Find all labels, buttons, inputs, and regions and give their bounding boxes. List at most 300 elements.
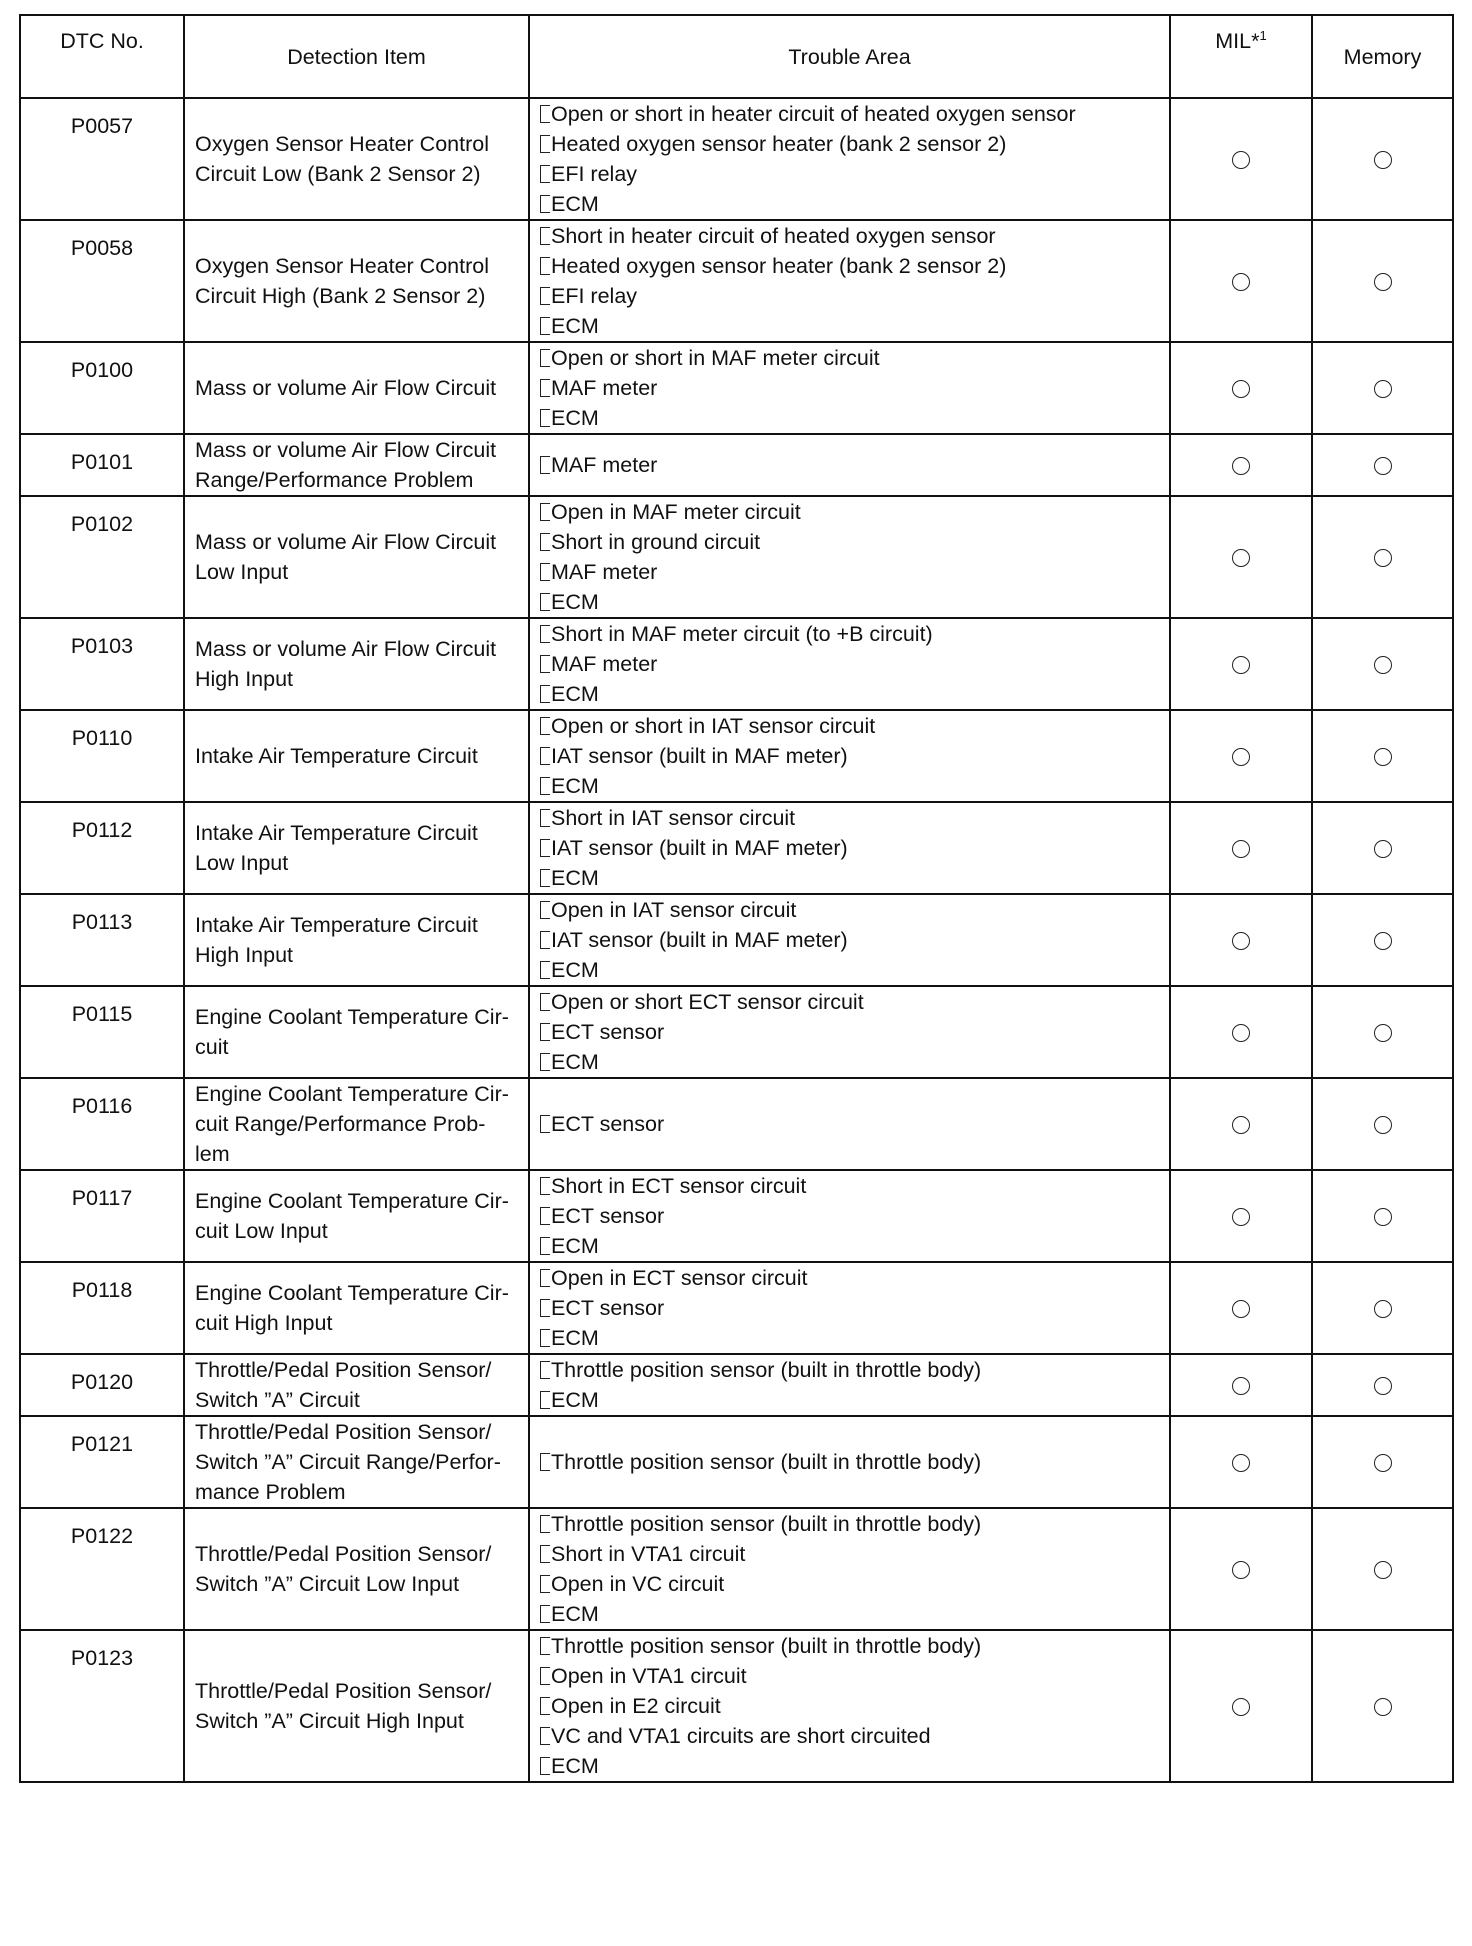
trouble-item-text: Open in VTA1 circuit (551, 1664, 747, 1688)
memory-cell (1312, 98, 1453, 220)
dtc-code: P0115 (20, 986, 184, 1078)
bullet-box-icon (540, 1207, 550, 1225)
trouble-item-text: Open in MAF meter circuit (551, 500, 801, 524)
trouble-item-text: Short in ground circuit (551, 530, 761, 554)
circle-icon (1232, 457, 1250, 475)
mil-footnote-mark: 1 (1259, 27, 1267, 43)
trouble-item-text: MAF meter (551, 453, 658, 477)
memory-cell (1312, 986, 1453, 1078)
trouble-item-text: Open or short ECT sensor circuit (551, 990, 864, 1014)
bullet-box-icon (540, 839, 550, 857)
bullet-box-icon (540, 257, 550, 275)
trouble-item-text: ECM (551, 192, 599, 216)
trouble-item-text: ECT sensor (551, 1112, 665, 1136)
dtc-code: P0057 (20, 98, 184, 220)
dtc-code: P0112 (20, 802, 184, 894)
bullet-box-icon (540, 1453, 550, 1471)
trouble-item-text: Throttle position sensor (built in throttle body) (551, 1512, 982, 1536)
mil-cell (1170, 894, 1312, 986)
trouble-item (540, 1539, 1169, 1569)
trouble-item (540, 711, 1169, 741)
bullet-box-icon (540, 747, 550, 765)
detection-item (184, 986, 529, 1078)
bullet-box-icon (540, 533, 550, 551)
trouble-item (540, 343, 1169, 373)
memory-cell (1312, 1630, 1453, 1782)
dtc-code: P0123 (20, 1630, 184, 1782)
trouble-item-text: ECT sensor (551, 1204, 665, 1228)
trouble-area (529, 1170, 1170, 1262)
circle-icon (1232, 549, 1250, 567)
trouble-item (540, 403, 1169, 433)
mil-cell (1170, 1262, 1312, 1354)
detection-line: Intake Air Temperature Circuit (195, 913, 478, 937)
bullet-box-icon (540, 931, 550, 949)
circle-icon (1232, 273, 1250, 291)
dtc-code: P0117 (20, 1170, 184, 1262)
bullet-box-icon (540, 1329, 550, 1347)
trouble-item (540, 159, 1169, 189)
detection-item (184, 496, 529, 618)
mil-cell (1170, 986, 1312, 1078)
detection-line: Oxygen Sensor Heater Control (195, 254, 489, 278)
detection-line: Mass or volume Air Flow Circuit (195, 438, 497, 462)
table-row (20, 496, 1453, 618)
bullet-box-icon (540, 105, 550, 123)
table-row (20, 1170, 1453, 1262)
memory-cell (1312, 496, 1453, 618)
bullet-box-icon (540, 1727, 550, 1745)
detection-line: lem (195, 1142, 230, 1166)
circle-icon (1374, 656, 1392, 674)
trouble-area (529, 1508, 1170, 1630)
bullet-box-icon (540, 1391, 550, 1409)
trouble-item-text: Open or short in MAF meter circuit (551, 346, 880, 370)
trouble-area (529, 618, 1170, 710)
trouble-item (540, 557, 1169, 587)
detection-line: Low Input (195, 851, 289, 875)
detection-line: Intake Air Temperature Circuit (195, 744, 478, 768)
bullet-box-icon (540, 1269, 550, 1287)
header-mil: MIL*$^1$ (1170, 15, 1312, 98)
detection-line: Oxygen Sensor Heater Control (195, 132, 489, 156)
trouble-item-text: Short in heater circuit of heated oxygen sensor (551, 224, 996, 248)
detection-line: Engine Coolant Temperature Cir- (195, 1082, 509, 1106)
trouble-item-text: ECM (551, 866, 599, 890)
trouble-item-text: ECM (551, 1602, 599, 1626)
bullet-box-icon (540, 1757, 550, 1775)
memory-cell (1312, 1078, 1453, 1170)
table-row (20, 1416, 1453, 1508)
circle-icon (1232, 656, 1250, 674)
memory-cell (1312, 1354, 1453, 1416)
dtc-code: P0116 (20, 1078, 184, 1170)
bullet-box-icon (540, 563, 550, 581)
detection-item (184, 1262, 529, 1354)
trouble-item (540, 803, 1169, 833)
bullet-box-icon (540, 349, 550, 367)
trouble-item-text: EFI relay (551, 284, 638, 308)
mil-cell (1170, 710, 1312, 802)
detection-line: Throttle/Pedal Position Sensor/ (195, 1358, 492, 1382)
detection-item (184, 98, 529, 220)
table-row (20, 710, 1453, 802)
bullet-box-icon (540, 1637, 550, 1655)
trouble-item (540, 450, 1169, 480)
bullet-box-icon (540, 1361, 550, 1379)
table-row (20, 1078, 1453, 1170)
detection-item (184, 618, 529, 710)
trouble-item (540, 741, 1169, 771)
bullet-box-icon (540, 869, 550, 887)
table-body (20, 98, 1453, 1782)
detection-line: cuit Low Input (195, 1219, 328, 1243)
trouble-item (540, 527, 1169, 557)
detection-line: High Input (195, 943, 294, 967)
trouble-item (540, 1109, 1169, 1139)
circle-icon (1374, 1698, 1392, 1716)
trouble-item (540, 1171, 1169, 1201)
trouble-item (540, 129, 1169, 159)
trouble-item (540, 1661, 1169, 1691)
mil-cell (1170, 1170, 1312, 1262)
trouble-item (540, 1263, 1169, 1293)
mil-cell (1170, 1416, 1312, 1508)
trouble-item-text: ECM (551, 1234, 599, 1258)
detection-item (184, 710, 529, 802)
detection-line: Mass or volume Air Flow Circuit (195, 376, 497, 400)
bullet-box-icon (540, 317, 550, 335)
mil-cell (1170, 98, 1312, 220)
mil-cell (1170, 1078, 1312, 1170)
trouble-item (540, 281, 1169, 311)
trouble-item-text: Open or short in heater circuit of heated oxygen sensor (551, 102, 1076, 126)
mil-cell (1170, 220, 1312, 342)
bullet-box-icon (540, 409, 550, 427)
trouble-item (540, 1355, 1169, 1385)
circle-icon (1232, 932, 1250, 950)
header-detection-item: Detection Item (184, 15, 529, 98)
trouble-item (540, 987, 1169, 1017)
bullet-box-icon (540, 1237, 550, 1255)
circle-icon (1232, 380, 1250, 398)
trouble-item (540, 1631, 1169, 1661)
dtc-code: P0102 (20, 496, 184, 618)
circle-icon (1232, 1024, 1250, 1042)
bullet-box-icon (540, 165, 550, 183)
detection-item (184, 342, 529, 434)
trouble-area (529, 98, 1170, 220)
bullet-box-icon (540, 961, 550, 979)
mil-cell (1170, 1630, 1312, 1782)
circle-icon (1374, 932, 1392, 950)
trouble-item-text: ECM (551, 1754, 599, 1778)
dtc-code: P0122 (20, 1508, 184, 1630)
trouble-item (540, 833, 1169, 863)
trouble-item (540, 1569, 1169, 1599)
bullet-box-icon (540, 1115, 550, 1133)
dtc-code: P0101 (20, 434, 184, 496)
bullet-box-icon (540, 655, 550, 673)
circle-icon (1232, 1300, 1250, 1318)
table-row (20, 1630, 1453, 1782)
dtc-code: P0120 (20, 1354, 184, 1416)
dtc-code: P0118 (20, 1262, 184, 1354)
trouble-item (540, 1751, 1169, 1781)
circle-icon (1374, 1024, 1392, 1042)
bullet-box-icon (540, 1575, 550, 1593)
trouble-item-text: IAT sensor (built in MAF meter) (551, 928, 848, 952)
table-row (20, 1508, 1453, 1630)
detection-line: Circuit Low (Bank 2 Sensor 2) (195, 162, 481, 186)
memory-cell (1312, 1416, 1453, 1508)
circle-icon (1374, 840, 1392, 858)
trouble-item (540, 1017, 1169, 1047)
trouble-item-text: ECT sensor (551, 1296, 665, 1320)
trouble-item (540, 251, 1169, 281)
trouble-item (540, 189, 1169, 219)
trouble-item-text: MAF meter (551, 652, 658, 676)
circle-icon (1374, 748, 1392, 766)
bullet-box-icon (540, 1667, 550, 1685)
detection-item (184, 1170, 529, 1262)
mil-cell (1170, 1354, 1312, 1416)
trouble-item (540, 619, 1169, 649)
trouble-item (540, 771, 1169, 801)
trouble-item-text: Short in ECT sensor circuit (551, 1174, 807, 1198)
trouble-item-text: ECM (551, 682, 599, 706)
trouble-area (529, 434, 1170, 496)
bullet-box-icon (540, 1545, 550, 1563)
memory-cell (1312, 618, 1453, 710)
trouble-item-text: Open in IAT sensor circuit (551, 898, 797, 922)
bullet-box-icon (540, 456, 550, 474)
dtc-code: P0058 (20, 220, 184, 342)
dtc-code: P0103 (20, 618, 184, 710)
memory-cell (1312, 220, 1453, 342)
mil-cell (1170, 496, 1312, 618)
bullet-box-icon (540, 809, 550, 827)
trouble-item-text: ECM (551, 1326, 599, 1350)
detection-item (184, 894, 529, 986)
circle-icon (1374, 1561, 1392, 1579)
table-row (20, 98, 1453, 220)
detection-line: Low Input (195, 560, 289, 584)
circle-icon (1374, 1116, 1392, 1134)
trouble-item (540, 587, 1169, 617)
detection-line: Throttle/Pedal Position Sensor/ (195, 1542, 492, 1566)
circle-icon (1232, 1208, 1250, 1226)
trouble-item-text: IAT sensor (built in MAF meter) (551, 836, 848, 860)
trouble-item-text: VC and VTA1 circuits are short circuited (551, 1724, 931, 1748)
mil-cell (1170, 802, 1312, 894)
trouble-item-text: EFI relay (551, 162, 638, 186)
mil-cell (1170, 434, 1312, 496)
trouble-item (540, 863, 1169, 893)
circle-icon (1232, 1377, 1250, 1395)
circle-icon (1232, 1698, 1250, 1716)
bullet-box-icon (540, 287, 550, 305)
trouble-area (529, 220, 1170, 342)
dtc-code: P0100 (20, 342, 184, 434)
header-trouble-area: Trouble Area (529, 15, 1170, 98)
bullet-box-icon (540, 1053, 550, 1071)
circle-icon (1374, 1454, 1392, 1472)
trouble-item (540, 1231, 1169, 1261)
trouble-item-text: Heated oxygen sensor heater (bank 2 sensor 2) (551, 254, 1007, 278)
detection-line: Mass or volume Air Flow Circuit (195, 530, 497, 554)
detection-line: Engine Coolant Temperature Cir- (195, 1281, 509, 1305)
bullet-box-icon (540, 901, 550, 919)
trouble-item (540, 925, 1169, 955)
table-row (20, 1262, 1453, 1354)
memory-cell (1312, 894, 1453, 986)
trouble-item (540, 1047, 1169, 1077)
circle-icon (1374, 380, 1392, 398)
memory-cell (1312, 802, 1453, 894)
bullet-box-icon (540, 1023, 550, 1041)
trouble-item-text: ECT sensor (551, 1020, 665, 1044)
trouble-item-text: Open or short in IAT sensor circuit (551, 714, 876, 738)
mil-cell (1170, 342, 1312, 434)
trouble-item-text: Throttle position sensor (built in throttle body) (551, 1634, 982, 1658)
trouble-item (540, 1447, 1169, 1477)
trouble-item-text: Heated oxygen sensor heater (bank 2 sensor 2) (551, 132, 1007, 156)
bullet-box-icon (540, 593, 550, 611)
trouble-item (540, 497, 1169, 527)
bullet-box-icon (540, 1177, 550, 1195)
bullet-box-icon (540, 685, 550, 703)
circle-icon (1232, 1116, 1250, 1134)
bullet-box-icon (540, 1515, 550, 1533)
detection-line: Switch ”A” Circuit (195, 1388, 360, 1412)
circle-icon (1232, 1454, 1250, 1472)
trouble-item-text: Open in VC circuit (551, 1572, 725, 1596)
circle-icon (1374, 273, 1392, 291)
table-row (20, 986, 1453, 1078)
trouble-item (540, 1385, 1169, 1415)
trouble-item-text: Short in VTA1 circuit (551, 1542, 746, 1566)
detection-line: Throttle/Pedal Position Sensor/ (195, 1679, 492, 1703)
trouble-item-text: ECM (551, 1050, 599, 1074)
bullet-box-icon (540, 379, 550, 397)
trouble-item-text: Open in E2 circuit (551, 1694, 721, 1718)
detection-line: Switch ”A” Circuit High Input (195, 1709, 464, 1733)
dtc-table (19, 14, 1454, 1783)
trouble-item-text: MAF meter (551, 376, 658, 400)
trouble-item-text: ECM (551, 958, 599, 982)
detection-item (184, 1354, 529, 1416)
circle-icon (1374, 549, 1392, 567)
trouble-item-text: Short in IAT sensor circuit (551, 806, 796, 830)
detection-line: mance Problem (195, 1480, 346, 1504)
table-row (20, 434, 1453, 496)
trouble-item (540, 1293, 1169, 1323)
mil-cell (1170, 1508, 1312, 1630)
memory-cell (1312, 1262, 1453, 1354)
trouble-item-text: ECM (551, 314, 599, 338)
trouble-area (529, 496, 1170, 618)
dtc-code: P0113 (20, 894, 184, 986)
trouble-item-text: MAF meter (551, 560, 658, 584)
trouble-item-text: Open in ECT sensor circuit (551, 1266, 808, 1290)
table-row (20, 342, 1453, 434)
dtc-code: P0110 (20, 710, 184, 802)
bullet-box-icon (540, 625, 550, 643)
circle-icon (1232, 748, 1250, 766)
dtc-code: P0121 (20, 1416, 184, 1508)
trouble-item-text: ECM (551, 1388, 599, 1412)
bullet-box-icon (540, 1697, 550, 1715)
detection-item (184, 1630, 529, 1782)
trouble-item (540, 1691, 1169, 1721)
trouble-item (540, 955, 1169, 985)
detection-item (184, 220, 529, 342)
trouble-item (540, 679, 1169, 709)
table-row (20, 894, 1453, 986)
bullet-box-icon (540, 993, 550, 1011)
trouble-area (529, 986, 1170, 1078)
detection-item (184, 1416, 529, 1508)
trouble-item-text: Throttle position sensor (built in throttle body) (551, 1450, 982, 1474)
header-row (20, 15, 1453, 98)
circle-icon (1374, 151, 1392, 169)
trouble-area (529, 1262, 1170, 1354)
trouble-item (540, 221, 1169, 251)
trouble-item-text: ECM (551, 774, 599, 798)
trouble-item (540, 99, 1169, 129)
circle-icon (1374, 1300, 1392, 1318)
trouble-area (529, 1416, 1170, 1508)
trouble-item (540, 373, 1169, 403)
circle-icon (1374, 457, 1392, 475)
bullet-box-icon (540, 503, 550, 521)
trouble-item (540, 1509, 1169, 1539)
trouble-item (540, 1323, 1169, 1353)
circle-icon (1232, 151, 1250, 169)
bullet-box-icon (540, 777, 550, 795)
bullet-box-icon (540, 227, 550, 245)
trouble-item (540, 649, 1169, 679)
detection-line: cuit Range/Performance Prob- (195, 1112, 486, 1136)
trouble-area (529, 342, 1170, 434)
bullet-box-icon (540, 195, 550, 213)
detection-line: Mass or volume Air Flow Circuit (195, 637, 497, 661)
detection-line: Circuit High (Bank 2 Sensor 2) (195, 284, 486, 308)
detection-line: Switch ”A” Circuit Range/Perfor- (195, 1450, 501, 1474)
trouble-area (529, 1078, 1170, 1170)
trouble-item (540, 311, 1169, 341)
trouble-item-text: Throttle position sensor (built in throttle body) (551, 1358, 982, 1382)
trouble-item (540, 1201, 1169, 1231)
detection-line: Engine Coolant Temperature Cir- (195, 1005, 509, 1029)
memory-cell (1312, 1170, 1453, 1262)
circle-icon (1374, 1208, 1392, 1226)
bullet-box-icon (540, 1605, 550, 1623)
detection-line: cuit (195, 1035, 229, 1059)
detection-item (184, 1508, 529, 1630)
bullet-box-icon (540, 1299, 550, 1317)
trouble-area (529, 894, 1170, 986)
table-row (20, 618, 1453, 710)
detection-line: High Input (195, 667, 294, 691)
trouble-item (540, 1599, 1169, 1629)
header-dtc-no: DTC No. (20, 15, 184, 98)
trouble-area (529, 710, 1170, 802)
trouble-item (540, 895, 1169, 925)
memory-cell (1312, 1508, 1453, 1630)
trouble-item-text: IAT sensor (built in MAF meter) (551, 744, 848, 768)
